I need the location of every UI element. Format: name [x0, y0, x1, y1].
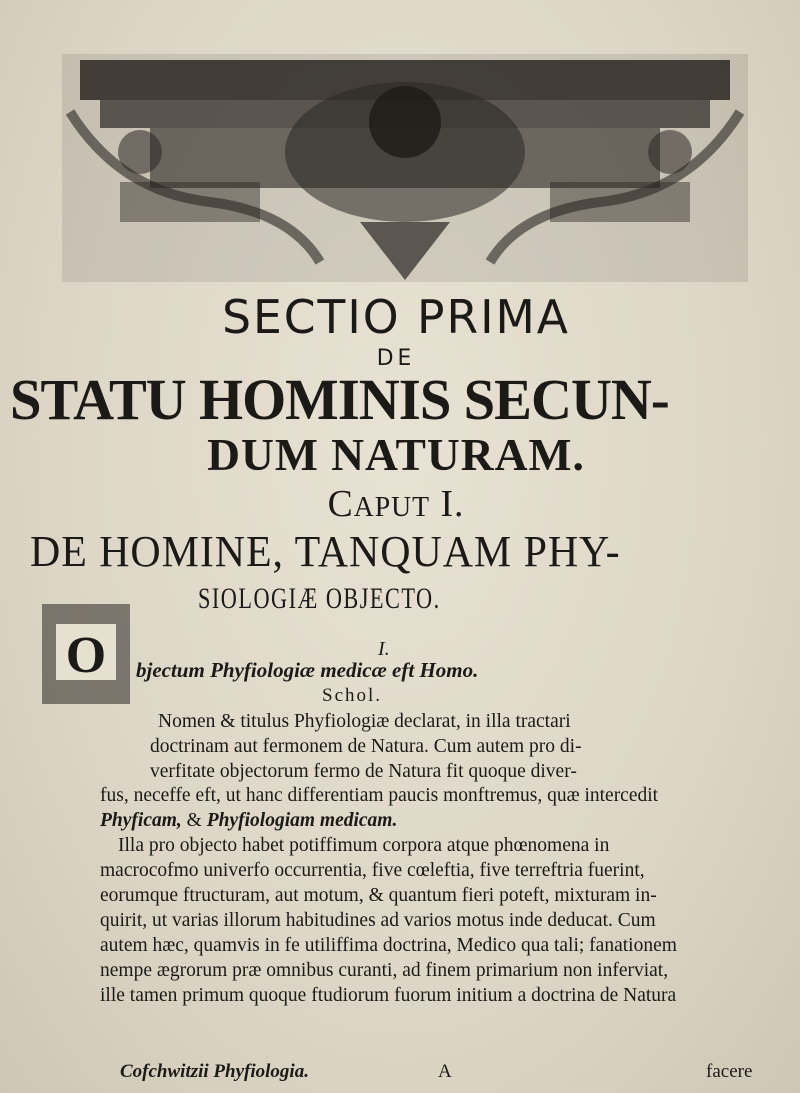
paragraph-number: I.: [378, 638, 390, 660]
text-line: ille tamen primum quoque ftudiorum fuorum initium a doctrina de Natura: [100, 985, 677, 1006]
text-line: doctrinam aut fermonem de Natura. Cum autem pro di-: [150, 736, 582, 757]
term-physica: Phyficam,: [100, 810, 182, 831]
section-preposition: DE: [376, 346, 416, 371]
text-line: fus, neceffe eft, ut hanc differentiam paucis monftremus, quæ intercedit: [100, 785, 659, 806]
chapter-word-rest: APUT: [353, 492, 431, 523]
chapter-word-initial: C: [327, 483, 354, 525]
signature-mark: A: [438, 1061, 452, 1082]
catchword: facere: [706, 1061, 753, 1082]
section-subtitle-line1: STATU HOMINIS SECUN-: [10, 367, 669, 432]
scholium-heading: Schol.: [322, 685, 383, 706]
object-statement: bjectum Phyfiologiæ medicæ eft Homo.: [136, 658, 479, 682]
chapter-title-line2: SIOLOGIÆ OBJECTO.: [198, 582, 441, 615]
chapter-label: [0, 482, 792, 526]
running-footer-author: Cofchwitzii Phyfiologia.: [120, 1061, 309, 1082]
text-line: Nomen & titulus Phyfiologiæ declarat, in illa tractari: [158, 711, 571, 732]
conjunction: &: [181, 810, 207, 831]
chapter-number: I.: [440, 483, 465, 525]
decorated-initial: [38, 600, 134, 708]
text-line: autem hæc, quamvis in fe utiliffima doctrina, Medico qua tali; fanationem: [100, 935, 677, 956]
initial-letter: O: [65, 627, 107, 684]
text-line: nempe ægrorum præ omnibus curanti, ad finem primarium non inferviat,: [100, 960, 669, 981]
text-line: [100, 811, 397, 831]
chapter-title-line1: DE HOMINE, TANQUAM PHY-: [30, 527, 621, 576]
text-line: eorumque ftructuram, aut motum, & quantum fieri poteft, mixturam in-: [100, 885, 657, 906]
ornamental-headpiece: [60, 52, 750, 284]
text-line: verfitate objectorum fermo de Natura fit quoque diver-: [150, 761, 577, 782]
text-line: Illa pro objecto habet potiffimum corpora atque phœnomena in: [118, 835, 610, 856]
text-line: macrocofmo univerfo occurrentia, five cœleftia, five terreftria fuerint,: [100, 860, 645, 881]
section-title: SECTIO PRIMA: [222, 290, 570, 344]
term-physiologia: Phyfiologiam medicam.: [206, 810, 398, 831]
section-subtitle-line2: DUM NATURAM.: [207, 429, 585, 480]
text-line: quirit, ut varias illorum habitudines ad varios motus inde deducat. Cum: [100, 910, 656, 931]
